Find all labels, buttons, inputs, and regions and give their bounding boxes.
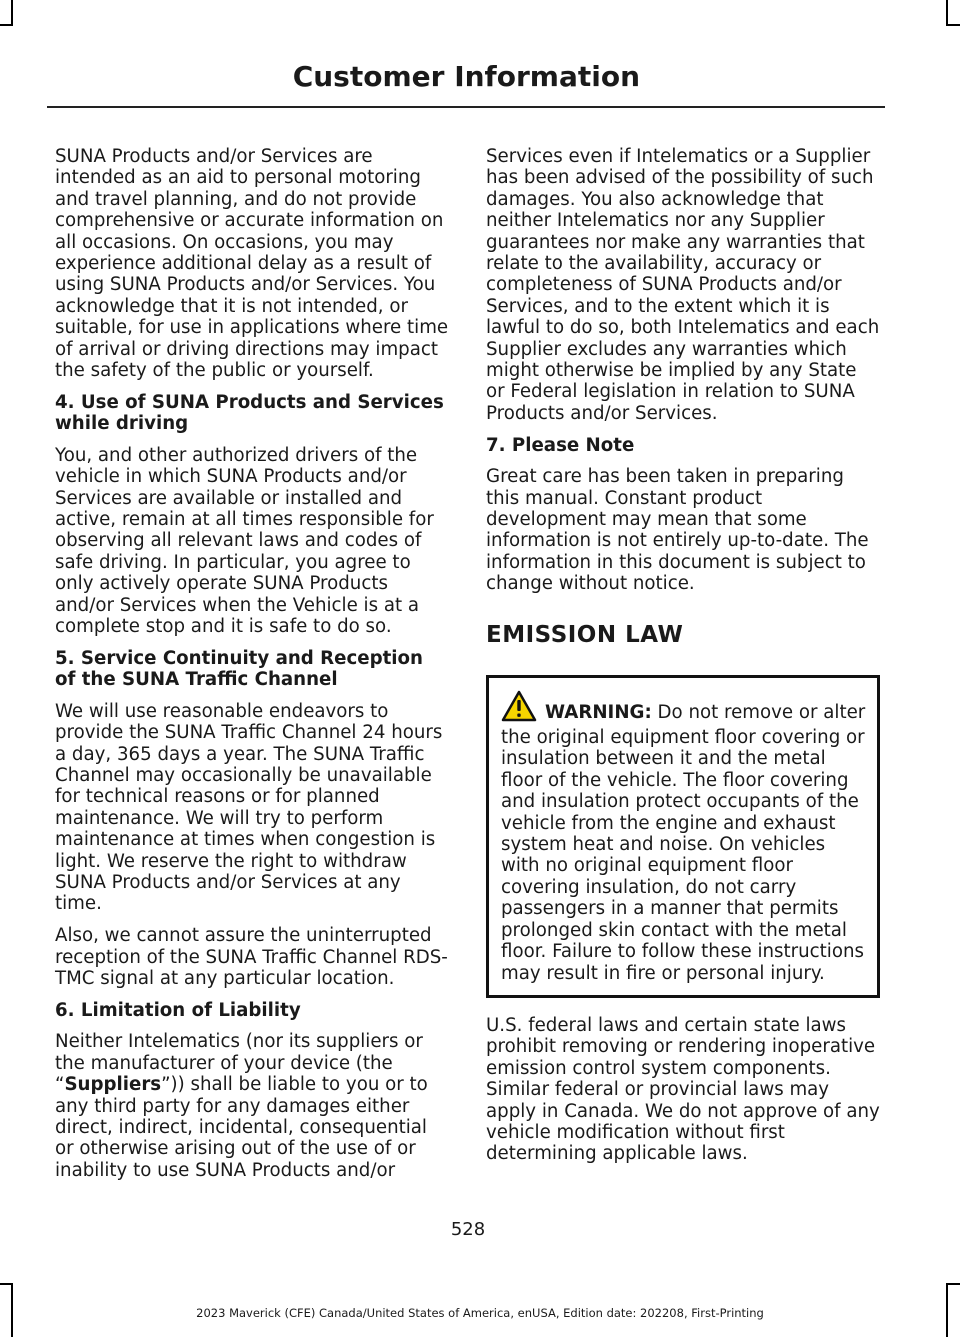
warning-label: WARNING: — [545, 701, 652, 723]
section-heading: 6. Limitation of Liability — [55, 1000, 301, 1022]
header-divider — [47, 106, 885, 108]
right-column — [486, 146, 880, 1175]
paragraph: You, and other authorized drivers of the vehicle in which SUNA Products and/or Services are available or installed and active, remain at all times responsible for observing all relevant laws and codes of safe driving. In particular, you agree to only actively operate SUNA Products and/or Services when the Vehicle is at a complete stop and it is safe to do so. — [55, 444, 434, 638]
edition-line: 2023 Maverick (CFE) Canada/United States of America, enUSA, Edition date: 202208, First-Printing — [196, 1306, 764, 1320]
paragraph: We will use reasonable endeavors to provide the SUNA Traffic Channel 24 hours a day, 365 days a year. The SUNA Traffic Channel may occasionally be unavailable for technical reasons or for planned maintenance. We will try to perform maintenance at times when congestion is light. We reserve the right to withdraw SUNA Products and/or Services at any time. — [55, 700, 443, 915]
warning-body: Do not remove or alter the original equipment floor covering or insulation between it and the metal floor of the vehicle. The floor covering and insulation protect occupants of the vehicle from the engine and exhaust system heat and noise. On vehicles with no original equipment floor covering insulation, do not carry passengers in a manner that permits prolonged skin contact with the metal floor. Failure to follow these instructions may result in fire or personal injury. — [501, 701, 866, 984]
emission-law-heading: EMISSION LAW — [486, 621, 684, 648]
warning-text — [501, 690, 869, 984]
paragraph: Also, we cannot assure the uninterrupted reception of the SUNA Traffic Channel RDS-TMC signal at any particular location. — [55, 925, 448, 990]
page-number: 528 — [450, 1219, 486, 1240]
paragraph: Services even if Intelematics or a Supplier has been advised of the possibility of such damages. You also acknowledge that neither Intelematics nor any Supplier guarantees nor make any warranties that relate to the availability, accuracy or completeness of SUNA Products and/or Services, and to the extent which it is lawful to do so, both Intelematics and each Supplier excludes any warranties which might otherwise be implied by any State or Federal legislation in relation to SUNA Products and/or Services. — [486, 146, 880, 424]
bold-term: Suppliers — [64, 1074, 162, 1096]
crop-mark — [0, 1283, 13, 1285]
warning-triangle-icon — [501, 690, 537, 727]
crop-mark — [946, 1283, 960, 1285]
text-run: Neither Intelematics (nor its suppliers or the manufacturer of your device (the “ — [55, 1031, 423, 1096]
page-title: Customer Information — [292, 60, 640, 93]
section-heading: 4. Use of SUNA Products and Services while driving — [55, 391, 444, 435]
liability-paragraph — [55, 1031, 449, 1181]
crop-mark — [11, 0, 13, 26]
paragraph: U.S. federal laws and certain state laws prohibit removing or rendering inoperative emission control system components. Similar federal or provincial laws may apply in Canada. We do not approve of any vehicle modification without first determining applicable laws. — [486, 1014, 880, 1165]
text-run: ”)) shall be liable to you or to any third party for any damages either direct, indirect, incidental, consequential or otherwise arising out of the use of or inability to use SUNA Products and/or — [55, 1074, 428, 1181]
left-column — [55, 146, 449, 1192]
crop-mark — [946, 0, 948, 26]
section-heading: 5. Service Continuity and Reception of the SUNA Traffic Channel — [55, 647, 423, 691]
section-heading: 7. Please Note — [486, 434, 635, 456]
paragraph: Great care has been taken in preparing this manual. Constant product development may mean that some information is not entirely up-to-date. The information in this document is subject to change without notice. — [486, 466, 869, 595]
crop-mark — [946, 24, 960, 26]
paragraph: SUNA Products and/or Services are intended as an aid to personal motoring and travel planning, and do not provide comprehensive or accurate information on all occasions. On occasions, you may experience additional delay as a result of using SUNA Products and/or Services. You acknowledge that it is not intended, or suitable, for use in applications where time of arrival or driving directions may impact the safety of the public or yourself. — [55, 146, 449, 382]
crop-mark — [0, 24, 13, 26]
warning-box — [486, 675, 880, 998]
